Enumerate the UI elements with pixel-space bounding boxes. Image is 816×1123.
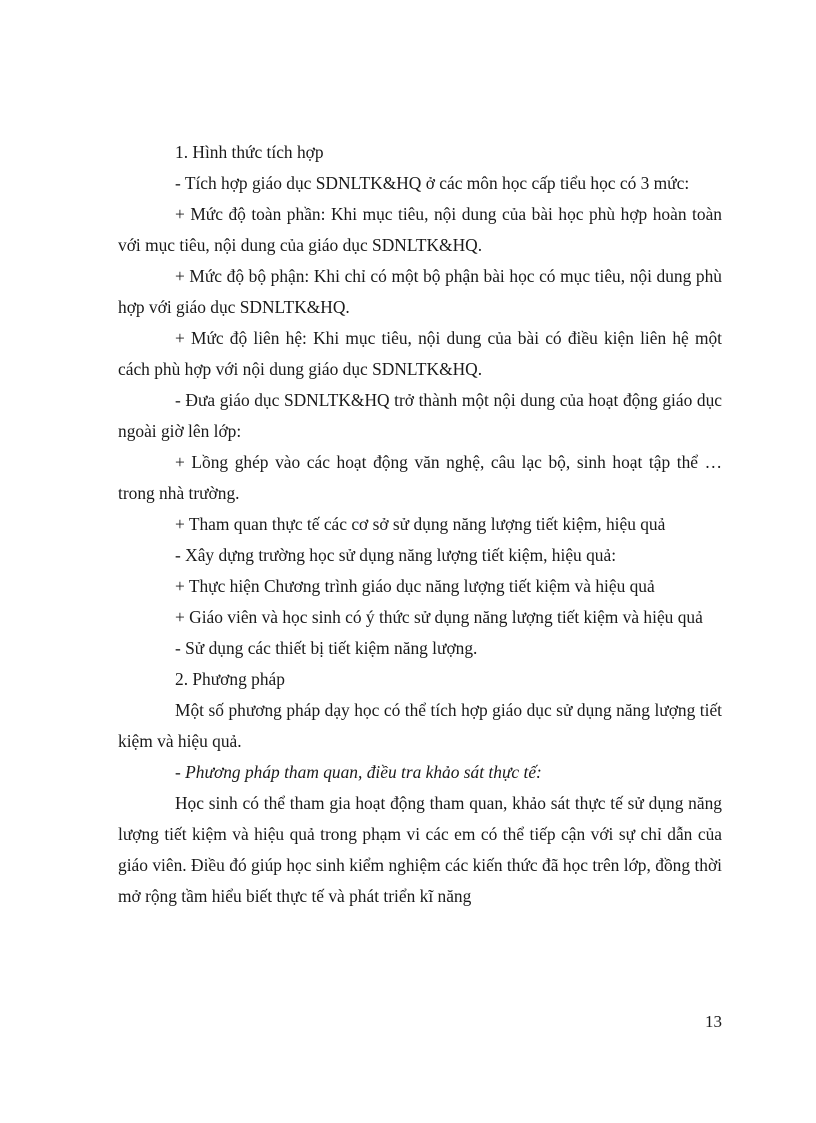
paragraph-implement-program: + Thực hiện Chương trình giáo dục năng lượng tiết kiệm và hiệu quả [175,576,655,596]
body-text [118,137,722,912]
paragraph-partial-level: + Mức độ bộ phận: Khi chỉ có một bộ phận bài học có mục tiêu, nội dung phù hợp với giáo dục SDNLTK&HQ. [118,266,722,317]
subheading-field-survey-method: - Phương pháp tham quan, điều tra khảo sát thực tế: [175,762,542,782]
page-number: 13 [705,1012,722,1031]
paragraph-build-school: - Xây dựng trường học sử dụng năng lượng tiết kiệm, hiệu quả: [175,545,617,565]
paragraph-integrate-activities: + Lồng ghép vào các hoạt động văn nghệ, câu lạc bộ, sinh hoạt tập thể …trong nhà trường. [118,452,722,503]
paragraph-field-visits: + Tham quan thực tế các cơ sở sử dụng năng lượng tiết kiệm, hiệu quả [175,514,666,534]
paragraph-field-survey-detail: Học sinh có thể tham gia hoạt động tham quan, khảo sát thực tế sử dụng năng lượng tiết kiệm và hiệu quả trong phạm vi các em có thể tiếp cận với sự chỉ dẫn của giáo viên. Điều đó giúp học sinh kiểm nghiệm các kiến thức đã học trên lớp, đồng thời mở rộng tầm hiểu biết thực tế và phát triển kĩ năng [118,793,722,906]
paragraph-awareness: + Giáo viên và học sinh có ý thức sử dụng năng lượng tiết kiệm và hiệu quả [175,607,703,627]
paragraph-extracurricular: - Đưa giáo dục SDNLTK&HQ trở thành một nội dung của hoạt động giáo dục ngoài giờ lên lớp: [118,390,722,441]
paragraph-full-level: + Mức độ toàn phần: Khi mục tiêu, nội dung của bài học phù hợp hoàn toàn với mục tiêu, nội dung của giáo dục SDNLTK&HQ. [118,204,722,255]
heading-methods: 2. Phương pháp [175,669,285,689]
paragraph-saving-devices: - Sử dụng các thiết bị tiết kiệm năng lượng. [175,638,478,658]
paragraph-connection-level: + Mức độ liên hệ: Khi mục tiêu, nội dung của bài có điều kiện liên hệ một cách phù hợp với nội dung giáo dục SDNLTK&HQ. [118,328,722,379]
paragraph-methods-intro: Một số phương pháp dạy học có thể tích hợp giáo dục sử dụng năng lượng tiết kiệm và hiệu quả. [118,700,722,751]
paragraph-integration-levels: - Tích hợp giáo dục SDNLTK&HQ ở các môn học cấp tiểu học có 3 mức: [175,173,690,193]
heading-integration-forms: 1. Hình thức tích hợp [175,142,324,162]
